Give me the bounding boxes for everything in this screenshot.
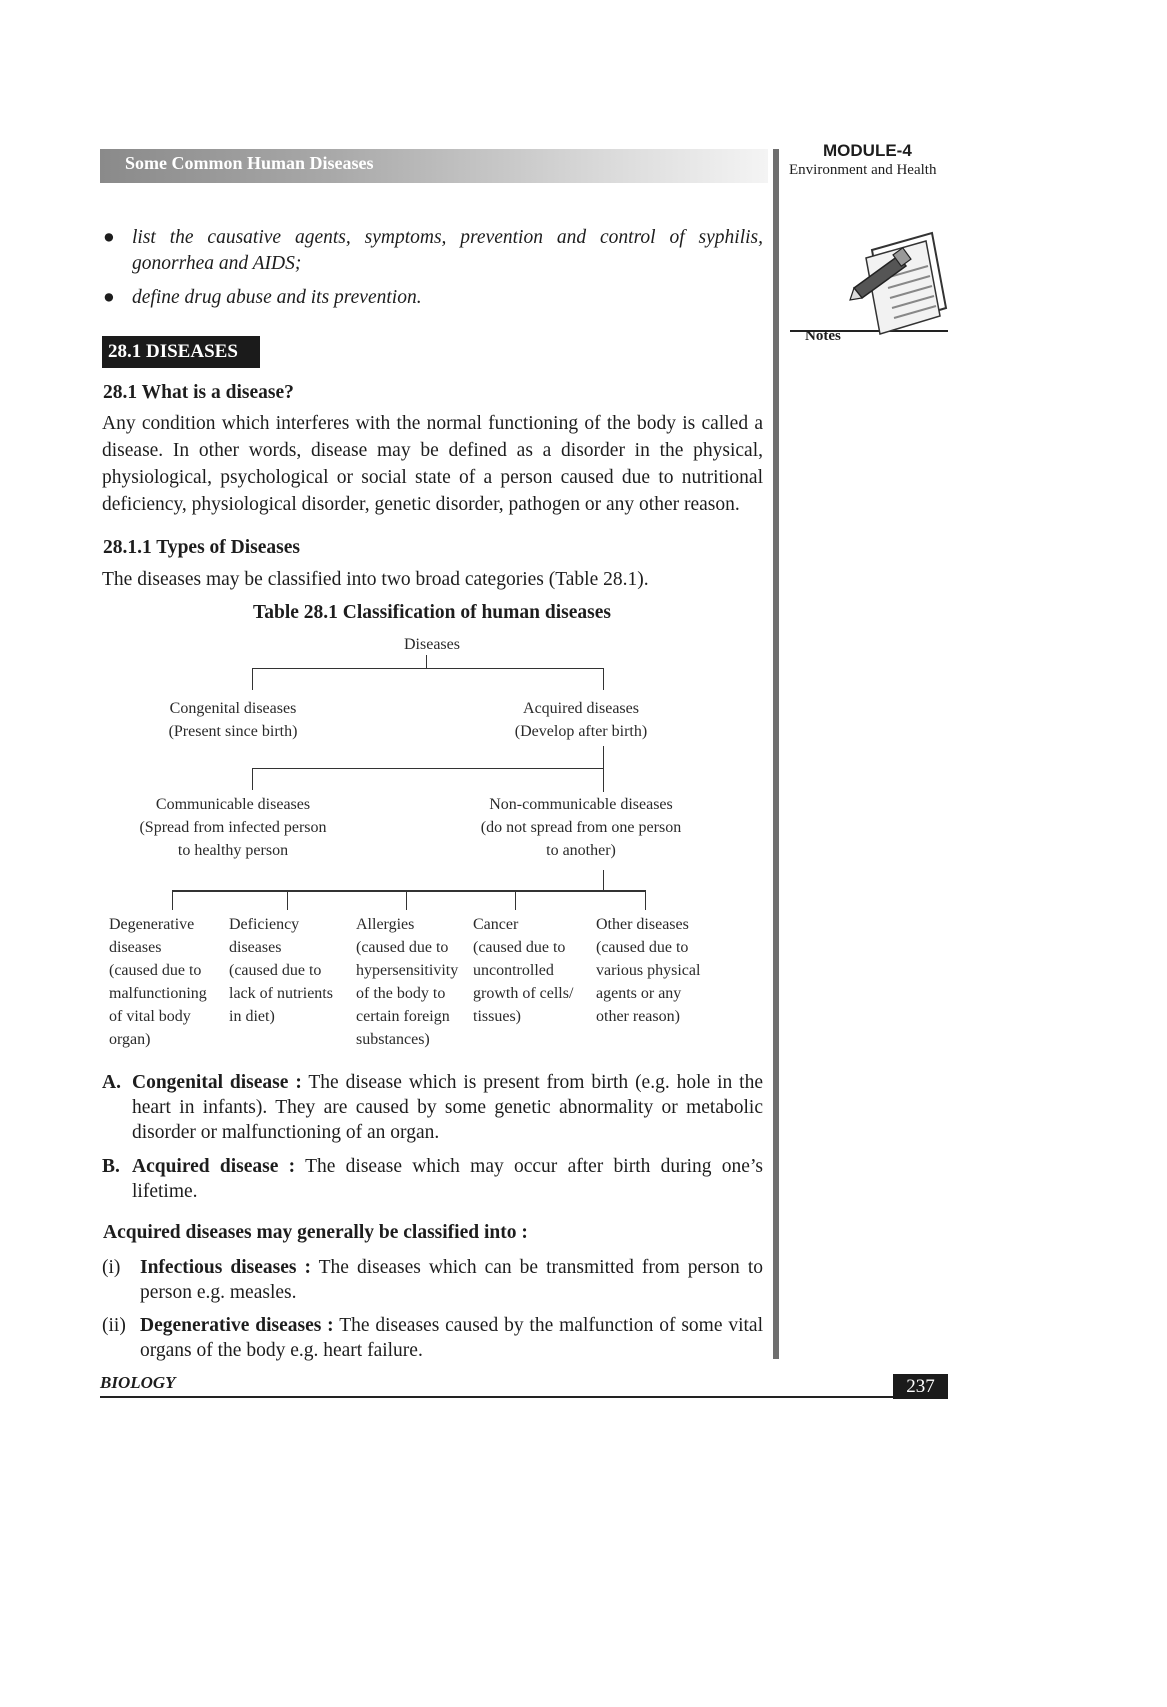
connector xyxy=(645,890,646,910)
leaf-allergies: Allergies (caused due to hypersensitivity of the body to certain foreign substances) xyxy=(356,916,459,1048)
acquired-heading: Acquired diseases may generally be classified into : xyxy=(103,1222,528,1243)
acquired-type-item: (ii) Degenerative diseases : The diseases caused by the malfunction of some vital organs of the body e.g. heart failure. xyxy=(102,1315,764,1361)
node-noncommunicable: Non-communicable diseases (do not spread from one person to another) xyxy=(480,796,682,859)
definition-item: B. Acquired disease : The disease which may occur after birth during one’s lifetime. xyxy=(102,1156,763,1202)
connector xyxy=(252,668,604,669)
connector xyxy=(426,655,427,669)
connector xyxy=(603,746,604,792)
definition-item: A. Congenital disease : The disease which is present from birth (e.g. hole in the heart in infants). They are caused by some genetic abnormality or metabolic disorder or malfunctioning of an organ. xyxy=(102,1072,764,1143)
sidebar-divider xyxy=(773,149,779,1359)
leaf-other: Other diseases (caused due to various physical agents or any other reason) xyxy=(596,916,701,1025)
types-heading: 28.1.1 Types of Diseases xyxy=(103,537,300,558)
leaf-deficiency: Deficiency diseases (caused due to lack of nutrients in diet) xyxy=(229,916,333,1025)
tree-root: Diseases xyxy=(404,636,460,653)
connector xyxy=(406,890,407,910)
page-number: 237 xyxy=(893,1374,948,1399)
notes-label: Notes xyxy=(805,328,841,344)
connector xyxy=(172,890,173,910)
module-subtitle: Environment and Health xyxy=(789,162,937,178)
connector xyxy=(287,890,288,910)
connector xyxy=(172,890,646,892)
types-paragraph: The diseases may be classified into two broad categories (Table 28.1). xyxy=(102,569,649,590)
bullet-icon: ● xyxy=(103,227,115,248)
module-title: MODULE-4 xyxy=(823,141,912,160)
connector xyxy=(252,768,253,790)
question-heading: 28.1 What is a disease? xyxy=(103,382,294,403)
connector xyxy=(603,668,604,690)
connector xyxy=(252,668,253,690)
leaf-degenerative: Degenerative diseases (caused due to malfunctioning of vital body organ) xyxy=(109,916,207,1048)
chapter-header-band xyxy=(100,149,768,183)
node-acquired: Acquired diseases (Develop after birth) xyxy=(514,700,648,740)
objective-item: ● list the causative agents, symptoms, prevention and control of syphilis, gonorrhea and AIDS; xyxy=(103,227,763,274)
connector xyxy=(603,870,604,891)
node-communicable: Communicable diseases (Spread from infected person to healthy person xyxy=(139,796,327,859)
table-caption: Table 28.1 Classification of human diseases xyxy=(253,602,611,623)
footer-rule xyxy=(100,1396,948,1398)
leaf-cancer: Cancer (caused due to uncontrolled growth of cells/ tissues) xyxy=(473,916,574,1025)
section-badge: 28.1 DISEASES xyxy=(102,336,260,368)
subject-label: BIOLOGY xyxy=(100,1373,176,1392)
connector xyxy=(515,890,516,910)
definition-paragraph: Any condition which interferes with the normal functioning of the body is called a disease. In other words, disease may be defined as a disorder in the physical, physiological, psychological or social state of a person caused due to nutritional deficiency, physiological disorder, genetic disorder, pathogen or any other reason. xyxy=(102,413,763,515)
acquired-type-item: (i) Infectious diseases : The diseases which can be transmitted from person to person e.g. measles. xyxy=(102,1257,763,1303)
node-congenital: Congenital diseases (Present since birth) xyxy=(168,700,298,740)
chapter-title: Some Common Human Diseases xyxy=(125,153,374,173)
objective-item: ● define drug abuse and its prevention. xyxy=(103,285,763,311)
bullet-icon: ● xyxy=(103,287,115,308)
connector xyxy=(252,768,604,769)
